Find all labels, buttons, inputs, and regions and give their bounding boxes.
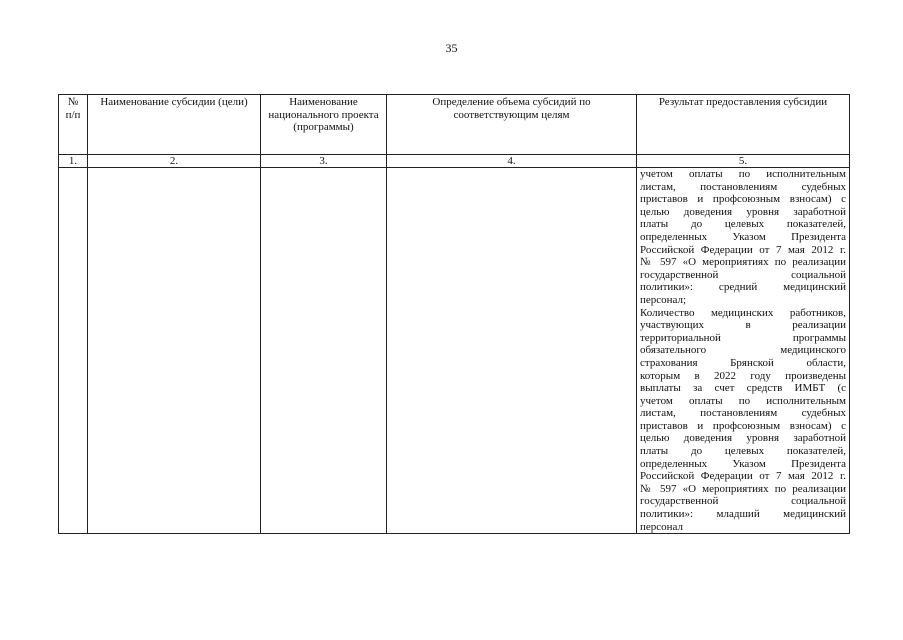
result-line: политики»: средний медицинский [640, 281, 846, 294]
result-line: определенных Указом Президента [640, 230, 846, 243]
header-subsidy-name: Наименование субсидии (цели) [88, 95, 261, 155]
result-line: которым в 2022 году произведены [640, 369, 846, 382]
cell-subsidy-name [88, 168, 261, 534]
column-number: 3. [261, 155, 387, 168]
result-line: персонал; [640, 293, 687, 306]
result-line: выплаты за счет средств ИМБТ (с [640, 382, 846, 395]
cell-national-project [261, 168, 387, 534]
result-line: государственной социальной [640, 495, 846, 508]
column-number: 1. [59, 155, 88, 168]
result-line: листам, постановлениям судебных [640, 180, 846, 193]
page-number: 35 [445, 41, 458, 55]
result-line: государственной социальной [640, 268, 846, 281]
result-line: персонал [640, 520, 684, 533]
column-number: 4. [387, 155, 637, 168]
subsidy-table [58, 94, 850, 534]
header-subsidy-volume: Определение объема субсидий по соответствующим целям [387, 95, 637, 155]
result-line: № 597 «О мероприятиях по реализации [640, 482, 846, 495]
column-number: 2. [88, 155, 261, 168]
cell-subsidy-result [637, 168, 850, 534]
result-line: целью доведения уровня заработной [640, 205, 846, 218]
column-number-row [59, 155, 850, 168]
result-line: учетом оплаты по исполнительным [640, 394, 846, 407]
result-line: Количество медицинских работников, [640, 306, 846, 319]
result-line: страхования Брянской области, [640, 356, 846, 369]
result-line: политики»: младший медицинский [640, 508, 846, 521]
result-line: № 597 «О мероприятиях по реализации [640, 256, 846, 269]
result-line: листам, постановлениям судебных [640, 407, 846, 420]
header-subsidy-result: Результат предоставления субсидии [637, 95, 850, 155]
result-line: Российской Федерации от 7 мая 2012 г. [640, 470, 846, 483]
table-row [59, 168, 850, 534]
column-number: 5. [637, 155, 850, 168]
result-line: обязательного медицинского [640, 344, 846, 357]
result-line: платы до целевых показателей, [640, 218, 846, 231]
result-line: приставов и профсоюзным взносам) с [640, 193, 846, 206]
result-line: целью доведения уровня заработной [640, 432, 846, 445]
result-line: территориальной программы [640, 331, 846, 344]
cell-number [59, 168, 88, 534]
result-line: определенных Указом Президента [640, 457, 846, 470]
cell-subsidy-volume [387, 168, 637, 534]
result-line: платы до целевых показателей, [640, 445, 846, 458]
result-line: приставов и профсоюзным взносам) с [640, 419, 846, 432]
header-number: № п/п [59, 95, 88, 155]
result-line: участвующих в реализации [640, 319, 846, 332]
table-header-row [59, 95, 850, 155]
result-line: учетом оплаты по исполнительным [640, 168, 846, 180]
result-line: Российской Федерации от 7 мая 2012 г. [640, 243, 846, 256]
header-national-project: Наименование национального проекта (программы) [261, 95, 387, 155]
